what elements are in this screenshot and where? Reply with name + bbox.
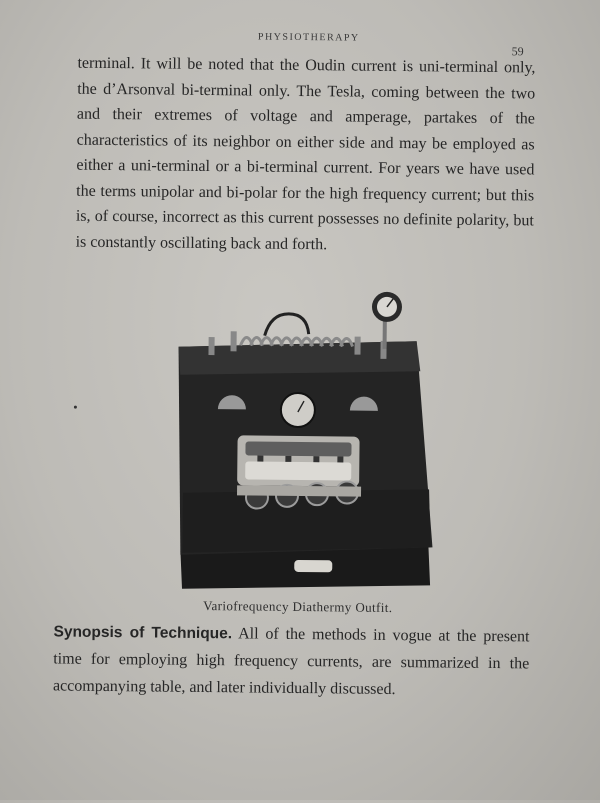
body-paragraph: terminal. It will be noted that the Oudin current is uni-terminal only, the d’Arsonval bi-terminal only. The Tesla, coming between the two and their extremes of voltage and amperage, partakes of the characteristics of its neighbor on either side and may be employed as either a uni-terminal or a bi-terminal current. For years we have used the terms unipolar and bi-polar for the high frequency current; but this is, of course, incorrect as this current possesses no definite polarity, but is constantly oscillating back and forth. — [75, 54, 536, 253]
running-head: PHYSIOTHERAPY — [257, 31, 360, 44]
synopsis-text: All of the methods in vogue at the present time for employing high frequency currents, are summarized in the accompanying table, and later individually discussed. — [52, 625, 530, 699]
synopsis-heading: Synopsis of Technique. — [53, 623, 233, 643]
diathermy-apparatus-illustration — [166, 283, 449, 602]
figure-caption: Variofrequency Diathermy Outfit. — [203, 597, 393, 615]
page-number: 59 — [511, 44, 524, 59]
synopsis-paragraph — [53, 618, 530, 704]
page-speck — [74, 406, 77, 409]
